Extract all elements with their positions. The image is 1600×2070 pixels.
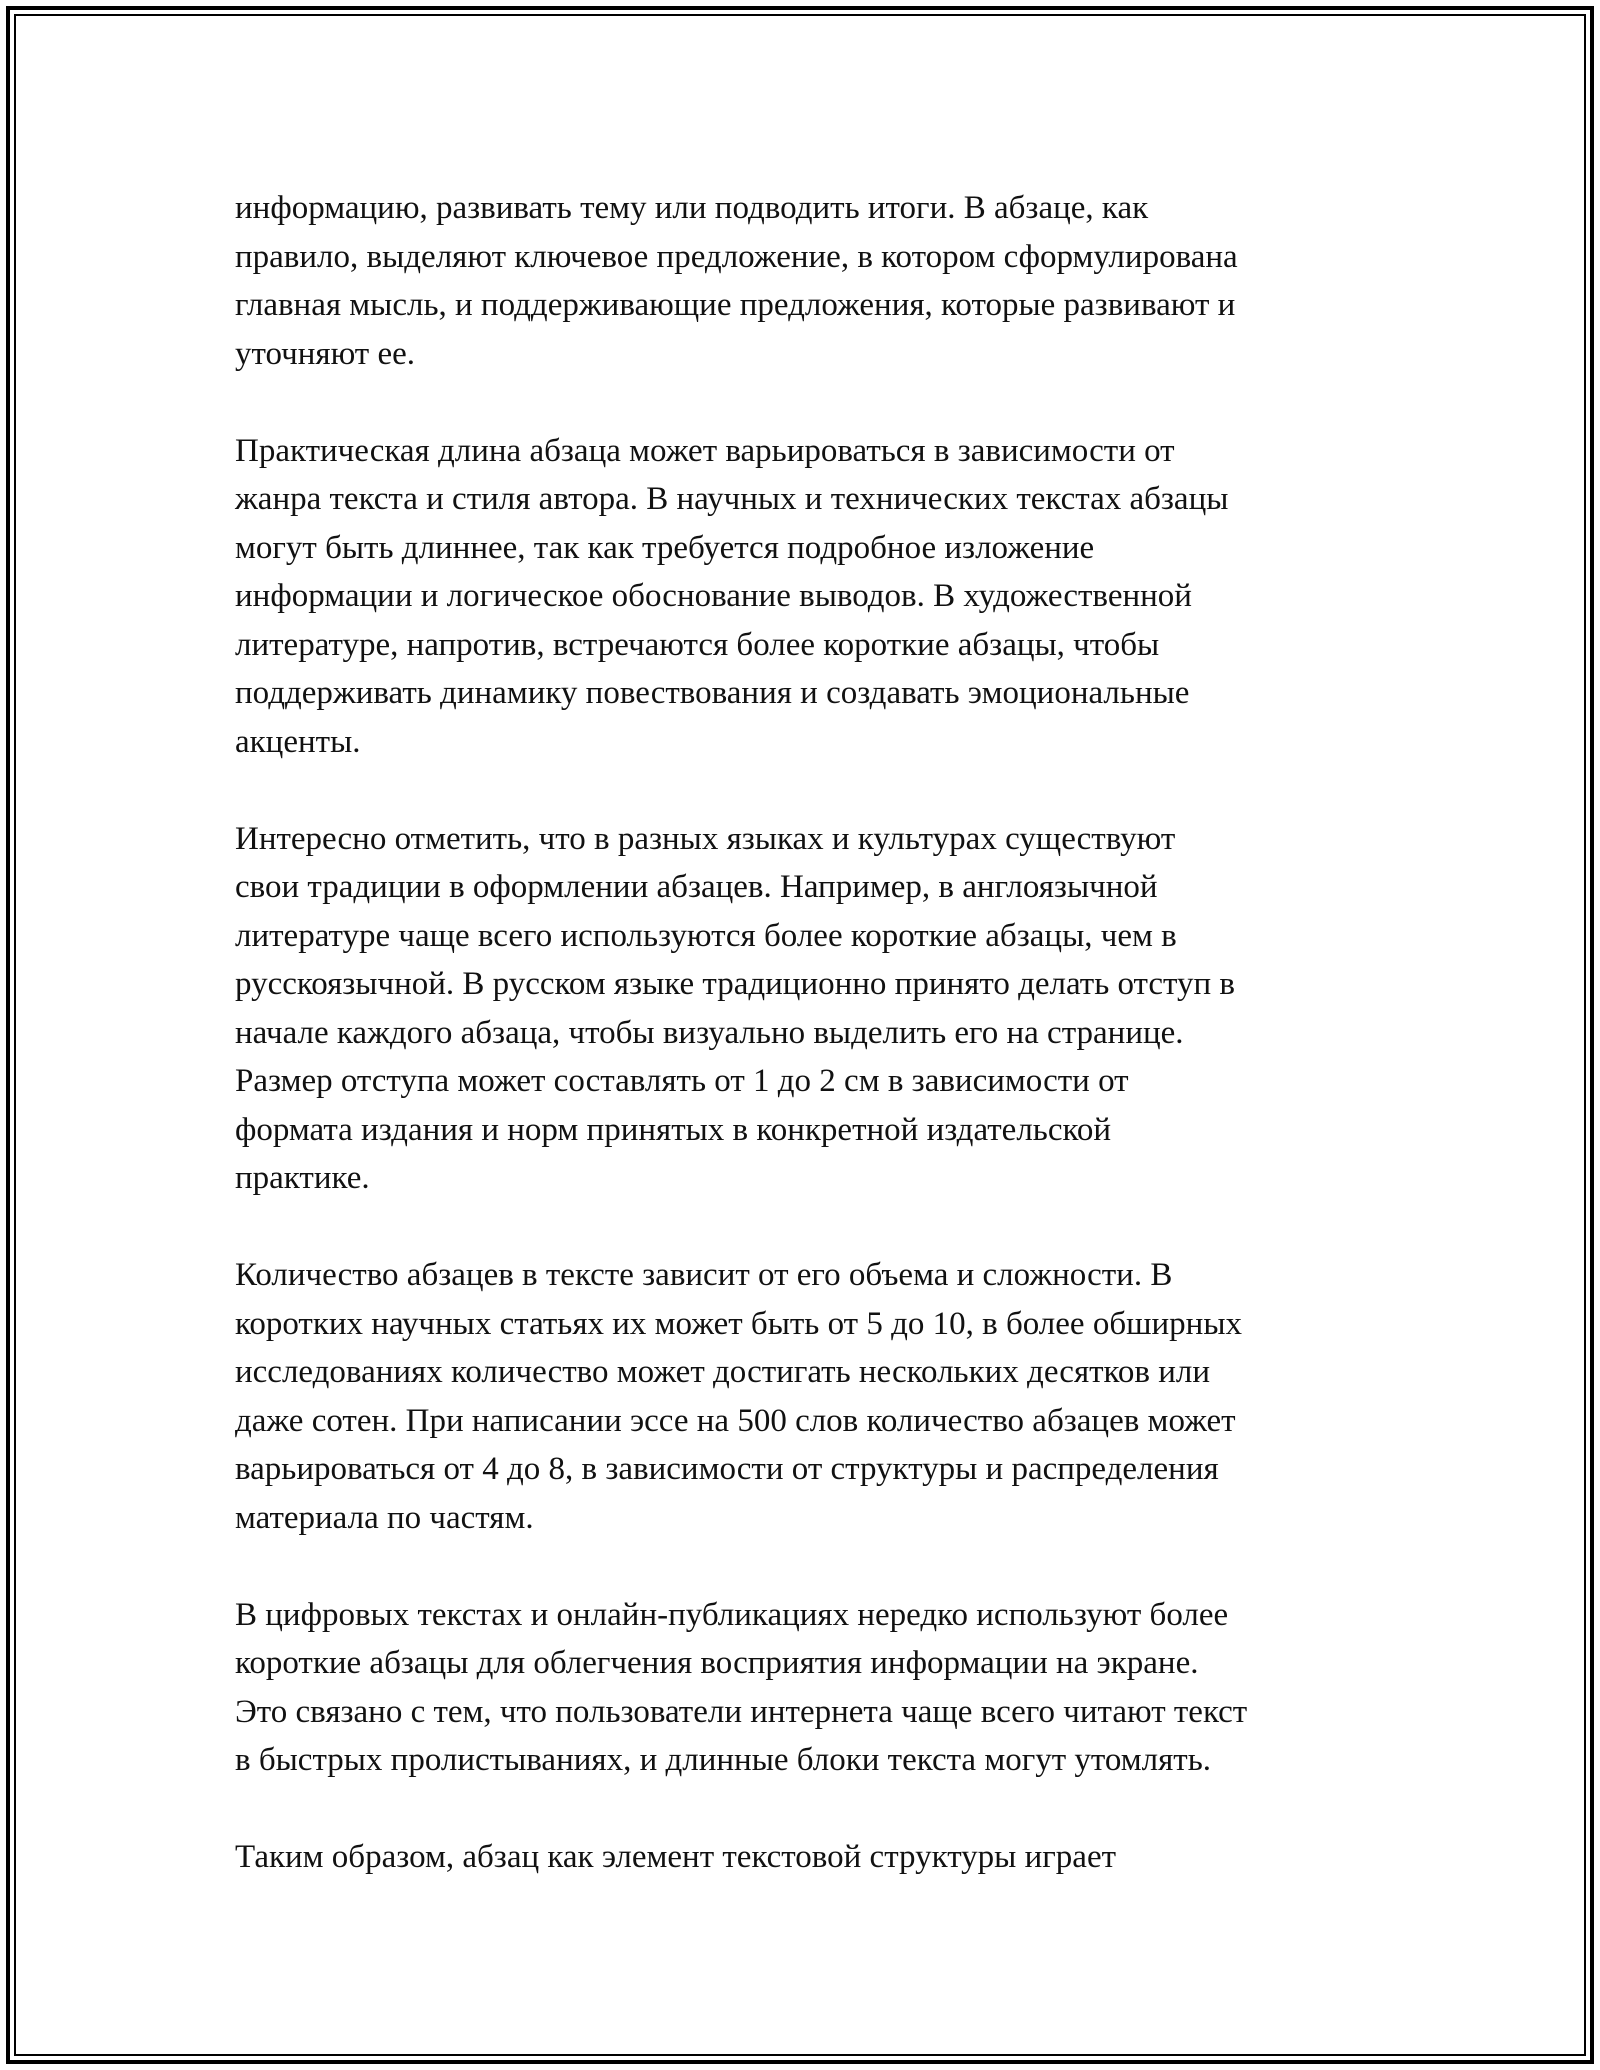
text-line: материала по частям.: [235, 1499, 534, 1536]
text-line: Таким образом, абзац как элемент текстовой структуры играет: [235, 1839, 1117, 1875]
text-line: уточняют ее.: [235, 335, 416, 372]
paragraph: [235, 815, 1385, 1203]
text-line: Количество абзацев в тексте зависит от его объема и сложности. В: [235, 1257, 1173, 1293]
text-line: информацию, развивать тему или подводить итоги. В абзаце, как: [235, 190, 1149, 226]
text-line: коротких научных статьях их может быть от 5 до 10, в более обширных: [235, 1305, 1243, 1342]
text-line: начале каждого абзаца, чтобы визуально выделить его на странице.: [235, 1014, 1184, 1051]
text-line: практике.: [235, 1160, 370, 1196]
paragraph: [235, 1591, 1385, 1785]
text-line: литературе, напротив, встречаются более короткие абзацы, чтобы: [235, 626, 1160, 663]
text-line: поддерживать динамику повествования и создавать эмоциональные: [235, 675, 1190, 711]
text-line: короткие абзацы для облегчения восприятия информации на экране.: [235, 1645, 1199, 1681]
text-line: формата издания и норм принятых в конкретной издательской: [235, 1111, 1111, 1148]
text-line: даже сотен. При написании эссе на 500 слов количество абзацев может: [235, 1402, 1236, 1439]
paragraph: [235, 427, 1385, 767]
paragraph: [235, 184, 1385, 378]
text-line: Размер отступа может составлять от 1 до 2 см в зависимости от: [235, 1063, 1129, 1099]
text-line: варьироваться от 4 до 8, в зависимости от структуры и распределения: [235, 1451, 1219, 1487]
text-line: правило, выделяют ключевое предложение, в котором сформулирована: [235, 238, 1238, 275]
text-line: акценты.: [235, 723, 361, 760]
text-line: Это связано с тем, что пользователи интернета чаще всего читают текст: [235, 1693, 1248, 1730]
text-line: Интересно отметить, что в разных языках и культурах существуют: [235, 820, 1176, 857]
paragraph: [235, 1251, 1385, 1542]
paragraph: [235, 1833, 1385, 1882]
text-line: Практическая длина абзаца может варьироваться в зависимости от: [235, 432, 1175, 469]
text-line: главная мысль, и поддерживающие предложения, которые развивают и: [235, 287, 1236, 323]
document-body: [235, 184, 1385, 1930]
text-line: свои традиции в оформлении абзацев. Например, в англоязычной: [235, 869, 1158, 905]
text-line: исследованиях количество может достигать нескольких десятков или: [235, 1354, 1211, 1390]
text-line: В цифровых текстах и онлайн-публикациях нередко используют более: [235, 1596, 1229, 1633]
text-line: жанра текста и стиля автора. В научных и технических текстах абзацы: [235, 481, 1229, 517]
text-line: русскоязычной. В русском языке традиционно принято делать отступ в: [235, 966, 1236, 1002]
text-line: литературе чаще всего используются более короткие абзацы, чем в: [235, 917, 1177, 954]
text-line: в быстрых пролистываниях, и длинные блоки текста могут утомлять.: [235, 1742, 1212, 1778]
text-line: могут быть длиннее, так как требуется подробное изложение: [235, 529, 1095, 566]
text-line: информации и логическое обоснование выводов. В художественной: [235, 578, 1192, 614]
